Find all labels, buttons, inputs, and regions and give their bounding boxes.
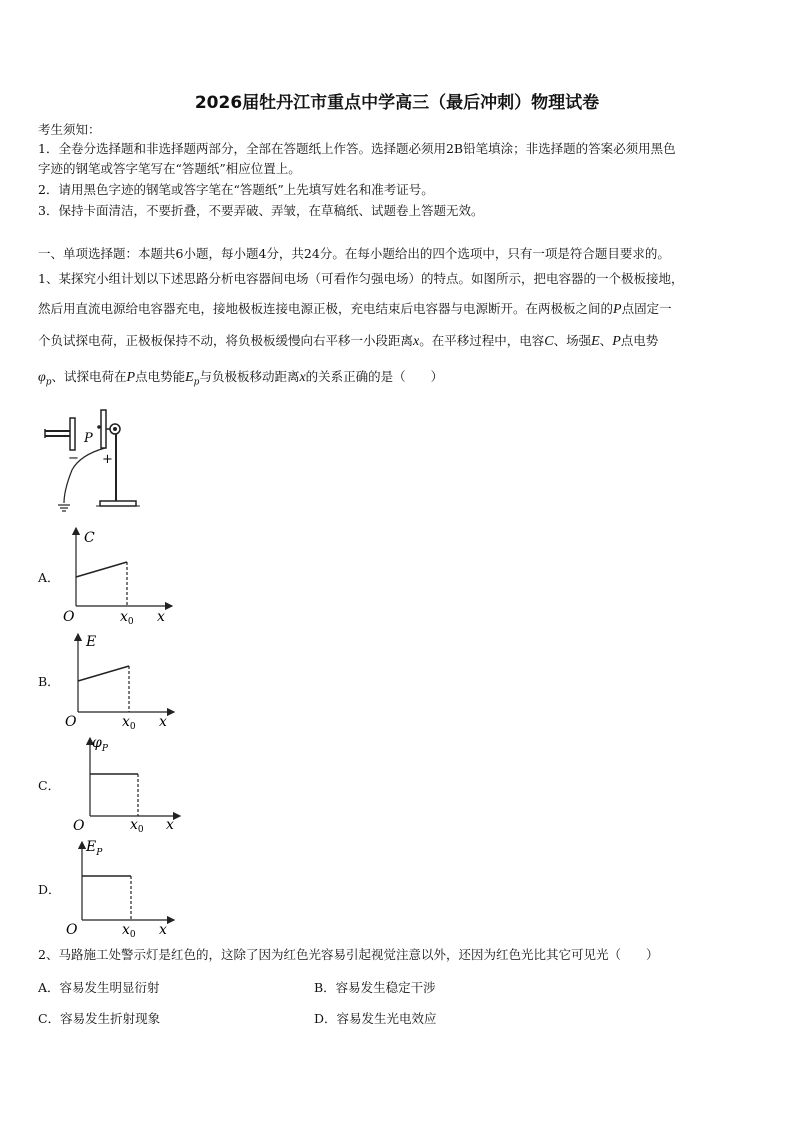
option-a-label[interactable]: A． <box>38 570 60 585</box>
q2-option-d[interactable]: D．容易发生光电效应 <box>314 1011 437 1026</box>
graph-c-xlabel: x <box>166 817 174 833</box>
graph-c-ylabel: $\varphi_P$ <box>92 735 108 754</box>
q2-option-b[interactable]: B．容易发生稳定干涉 <box>314 980 436 995</box>
option-c-label[interactable]: C． <box>38 778 61 793</box>
minus-sign: − <box>68 451 79 466</box>
notice-line-1: 1．全卷分选择题和非选择题两部分，全部在答题纸上作答。选择题必须用2B铅笔填涂；非选择题的答案必须用黑色 <box>38 141 676 156</box>
page-title: 2026届牡丹江市重点中学高三（最后冲刺）物理试卷 <box>194 93 600 113</box>
option-b-label[interactable]: B． <box>38 674 60 689</box>
q2-stem: 2、马路施工处警示灯是红色的，这除了因为红色光容易引起视觉注意以外，还因为红色光比其它可见光（ ） <box>38 947 659 962</box>
plus-sign: + <box>102 452 113 467</box>
graph-d-ylabel: $E_P$ <box>86 839 103 858</box>
graph-b-x0: $x_0$ <box>122 714 136 730</box>
graph-c-origin: O <box>73 818 85 834</box>
q1-line-4: $\varphi_p$、试探电荷在P点电势能$E_p$与负极板移动距离x的关系正确的是（ ） <box>38 369 444 388</box>
q2-option-a[interactable]: A．容易发生明显衍射 <box>38 980 160 995</box>
graph-d-xlabel: x <box>159 922 167 938</box>
notice-line-3: 2．请用黑色字迹的钢笔或答字笔在“答题纸”上先填写姓名和准考证号。 <box>38 182 434 197</box>
notice-line-4: 3．保持卡面清洁，不要折叠，不要弄破、弄皱，在草稿纸、试题卷上答题无效。 <box>38 203 484 218</box>
capacitor-diagram <box>40 405 150 513</box>
label-p: P <box>84 431 93 446</box>
q1-line-2: 然后用直流电源给电容器充电，接地极板连接电源正极，充电结束后电容器与电源断开。在两极板之间的P点固定一 <box>38 301 672 317</box>
graph-b-ylabel: E <box>86 634 97 650</box>
graph-b-xlabel: x <box>159 714 167 730</box>
q1-line-3: 个负试探电荷，正极板保持不动，将负极板缓慢向右平移一小段距离x。在平移过程中，电容C、场强E、P点电势 <box>38 333 659 349</box>
q2-option-c[interactable]: C．容易发生折射现象 <box>38 1011 161 1026</box>
notice-line-2: 字迹的钢笔或答字笔写在“答题纸”相应位置上。 <box>38 161 301 176</box>
graph-c <box>70 730 190 834</box>
graph-c-x0: $x_0$ <box>130 817 144 834</box>
q1-line-1: 1、某探究小组计划以下述思路分析电容器间电场（可看作匀强电场）的特点。如图所示，把电容器的一个极板接地， <box>38 271 684 286</box>
graph-d-origin: O <box>66 922 78 938</box>
graph-a-xlabel: x <box>157 609 165 625</box>
graph-a <box>60 522 180 626</box>
graph-d-x0: $x_0$ <box>122 922 136 938</box>
graph-a-origin: O <box>63 609 75 625</box>
graph-b-origin: O <box>65 714 77 730</box>
graph-a-ylabel: C <box>84 530 95 546</box>
notice-heading: 考生须知： <box>38 122 101 137</box>
graph-a-x0: $x_0$ <box>120 609 134 626</box>
graph-b <box>60 626 180 730</box>
option-d-label[interactable]: D． <box>38 882 61 897</box>
section-heading: 一、单项选择题：本题共6小题，每小题4分，共24分。在每小题给出的四个选项中，只有一项是符合题目要求的。 <box>38 246 670 261</box>
graph-d <box>62 834 182 938</box>
